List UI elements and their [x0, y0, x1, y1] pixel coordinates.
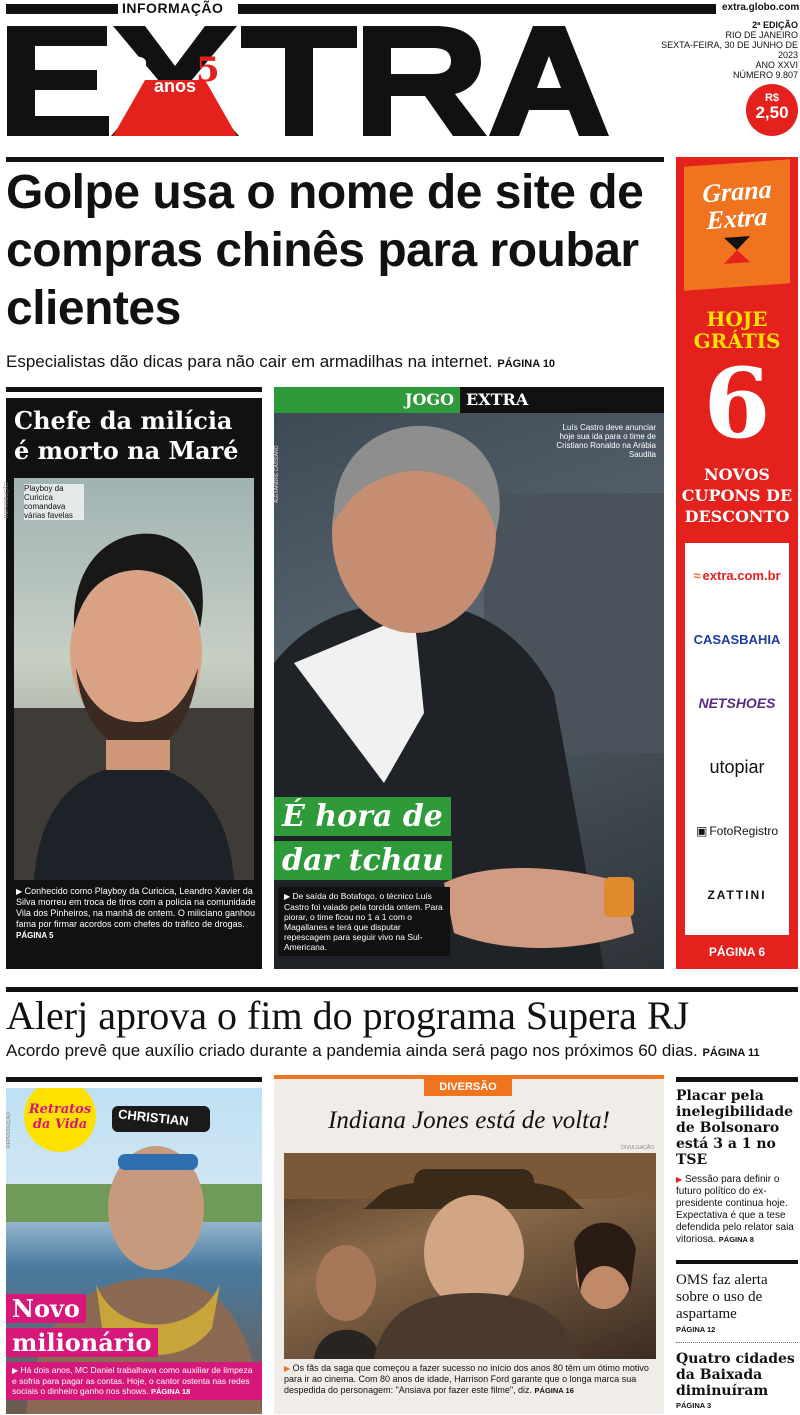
- price-currency: R$: [764, 92, 780, 104]
- alerj-subhead: [6, 1041, 760, 1061]
- jogo-label-green: JOGO: [274, 387, 460, 413]
- jogo-photo-caption: Luís Castro deve anunciar hoje sua ida para o time de Cristiano Ronaldo na Arábia Saudita: [556, 423, 656, 459]
- bullet-arrow-icon: ▶: [284, 892, 291, 901]
- diversao-photo-credit: DIVULGAÇÃO: [621, 1145, 654, 1151]
- jogo-photo-credit: ALEXANDRE CASSIANO: [274, 445, 280, 503]
- price-badge: [746, 84, 798, 136]
- issue-number: NÚMERO 9.807: [732, 70, 798, 80]
- promo-desc-2: CUPONS DE: [681, 486, 793, 505]
- coach-portrait: [274, 413, 664, 969]
- price-value: 2,50: [755, 103, 789, 122]
- site-url[interactable]: extra.globo.com: [722, 2, 800, 13]
- anniv-5: 5: [196, 50, 220, 90]
- retratos-cap-text: CHRISTIAN: [117, 1106, 190, 1129]
- diversao-photo: [284, 1153, 656, 1359]
- indiana-jones-still: [284, 1153, 656, 1359]
- diversao-headline: Indiana Jones está de volta!: [328, 1107, 610, 1134]
- promo-desc-3: DESCONTO: [684, 507, 790, 526]
- top-rule-right: [238, 4, 716, 14]
- alerj-headline: Alerj aprova o fim do programa Supera RJ: [6, 993, 690, 1038]
- partner-fotoregistro[interactable]: ▣ FotoRegistro: [685, 799, 789, 863]
- partner-netshoes[interactable]: NETSHOES: [685, 671, 789, 735]
- bullet-arrow-icon: ▶: [12, 1366, 19, 1375]
- retratos-body-text: Há dois anos, MC Daniel trabalhava como auxiliar de limpeza e sofria para pagar as contas. Hoje, o cantor ostenta nas redes sociais o dinheiro ganho nos shows.: [12, 1365, 253, 1396]
- milicia-page: PÁGINA 5: [16, 931, 54, 940]
- partner-casasbahia[interactable]: CASASBAHIA: [685, 607, 789, 671]
- anniv-2: 2: [128, 52, 149, 87]
- retratos-body: [6, 1362, 262, 1400]
- milicia-photo-caption: Playboy da Curicica comandava várias favelas: [24, 484, 84, 520]
- extra-logo-art: [5, 18, 645, 140]
- promo-free: GRÁTIS: [693, 329, 781, 353]
- retratos-title-2: milionário: [6, 1328, 158, 1357]
- milicia-photo: [14, 478, 254, 880]
- alerj-subhead-text: Acordo prevê que auxílio criado durante a pandemia ainda será pago nos próximos 60 dias.: [6, 1041, 698, 1060]
- edition: 2ª EDIÇÃO: [752, 20, 798, 30]
- date: SEXTA-FEIRA, 30 DE JUNHO DE 2023: [661, 40, 798, 60]
- jogo-title-2: dar tchau: [274, 841, 452, 880]
- bullet-arrow-icon: ▶: [284, 1364, 291, 1373]
- diversao-box: [274, 1075, 664, 1414]
- retratos-badge-2: da Vida: [32, 1117, 88, 1132]
- jogo-body-text: De saída do Botafogo, o técnico Luís Castro foi vaiado pela torcida ontem. Para piorar, o time ficou no 1 a 1 com o Magallanes e terá que disputar repescagem para seguir vivo na Sul-Americana.: [284, 891, 443, 952]
- jogo-body: [278, 887, 450, 956]
- extra-word: Extra: [706, 201, 768, 236]
- diversao-label: DIVERSÃO: [424, 1078, 512, 1096]
- milicia-body: [16, 886, 256, 941]
- news-body-1: ▶ Sessão para definir o futuro político do ex-presidente continua hoje. Expectativa é que a tese defendida pelo relator saia vitoriosa. PÁGINA 8: [676, 1174, 794, 1245]
- lead-page: PÁGINA 10: [497, 358, 556, 370]
- partner-logos: [685, 543, 789, 935]
- grana-extra-badge: [684, 159, 790, 290]
- extra-logo: [5, 18, 645, 140]
- retratos-rule: [6, 1077, 262, 1082]
- jogo-photo: [274, 413, 664, 969]
- lead-rule: [6, 157, 664, 162]
- anniv-word: anos: [154, 76, 197, 96]
- news-title-3: Quatro cidades da Baixada diminuíram: [676, 1351, 795, 1399]
- bullet-arrow-icon: ▶: [16, 887, 23, 896]
- news-page-2: PÁGINA 12: [676, 1325, 716, 1334]
- partner-extra[interactable]: ≈ extra.com.br: [685, 543, 789, 607]
- man-portrait: [14, 478, 254, 880]
- lead-subhead: [6, 352, 666, 372]
- diversao-page: PÁGINA 16: [534, 1386, 574, 1395]
- news-title-1: Placar pela inelegibilidade de Bolsonaro está 3 a 1 no TSE: [676, 1088, 794, 1168]
- news-item-3[interactable]: [676, 1343, 798, 1410]
- milicia-photo-credit: REPRODUÇÃO: [4, 482, 10, 518]
- retratos-page: PÁGINA 18: [150, 1387, 191, 1396]
- promo-page: PÁGINA 6: [708, 945, 766, 959]
- partner-zattini[interactable]: ZATTINI: [685, 863, 789, 927]
- retratos-photo-credit: REPRODUÇÃO: [6, 1112, 12, 1148]
- jogo-title-1: É hora de: [274, 797, 451, 836]
- news-item-1[interactable]: [676, 1082, 798, 1246]
- alerj-page: PÁGINA 11: [702, 1047, 760, 1059]
- edition-info: [640, 20, 798, 80]
- promo-desc-1: NOVOS: [704, 465, 770, 484]
- milicia-box: [6, 398, 262, 969]
- promo-count: 6: [703, 347, 771, 460]
- news-item-2[interactable]: [676, 1264, 798, 1334]
- diversao-body: [284, 1363, 656, 1396]
- retratos-badge-1: Retratos: [28, 1102, 92, 1117]
- lead-headline: Golpe usa o nome de site de compras chinês para roubar clientes: [6, 166, 644, 335]
- retratos-photo: [6, 1088, 262, 1414]
- jogo-extra-label: [274, 387, 664, 413]
- promo-panel[interactable]: [676, 157, 798, 969]
- news-column: [676, 1077, 798, 1415]
- news-page-3: PÁGINA 3: [676, 1401, 712, 1410]
- top-rule-left: [6, 4, 118, 14]
- diversao-body-text: Os fãs da saga que começou a fazer sucesso no início dos anos 80 têm um ótimo motivo para ir ao cinema. Com 80 anos de idade, Harrison Ford garante que o longa marca sua despedida do personagem: "Ansiava por fazer este filme", diz.: [284, 1363, 649, 1395]
- milicia-title-1: Chefe da milícia: [14, 406, 233, 435]
- grana-word: Grana: [702, 174, 772, 209]
- retratos-title-1: Novo: [6, 1294, 86, 1323]
- extra-swoosh-icon: ≈: [693, 567, 701, 583]
- camera-icon: ▣: [695, 824, 708, 838]
- hourglass-icon: [722, 234, 752, 266]
- year: ANO XXVI: [755, 60, 798, 70]
- jogo-label-black: EXTRA: [460, 387, 664, 413]
- milicia-title-2: é morto na Maré: [14, 436, 239, 465]
- bullet-arrow-icon: ▶: [676, 1175, 683, 1184]
- news-title-2: OMS faz alerta sobre o uso de aspartame: [676, 1272, 768, 1322]
- info-label: INFORMAÇÃO: [122, 0, 224, 16]
- city: RIO DE JANEIRO: [725, 30, 798, 40]
- milicia-body-text: Conhecido como Playboy da Curicica, Leandro Xavier da Silva morreu em troca de tiros com a polícia na comunidade Vila dos Pinheiros, na manhã de ontem. O miliciano ganhou fama por firmar acordos com chefes do tráfico de drogas.: [16, 886, 256, 929]
- lead-subhead-text: Especialistas dão dicas para não cair em armadilhas na internet.: [6, 352, 493, 371]
- milicia-rule: [6, 387, 262, 392]
- promo-today: HOJE: [706, 307, 768, 331]
- partner-utopiar[interactable]: utopiar: [685, 735, 789, 799]
